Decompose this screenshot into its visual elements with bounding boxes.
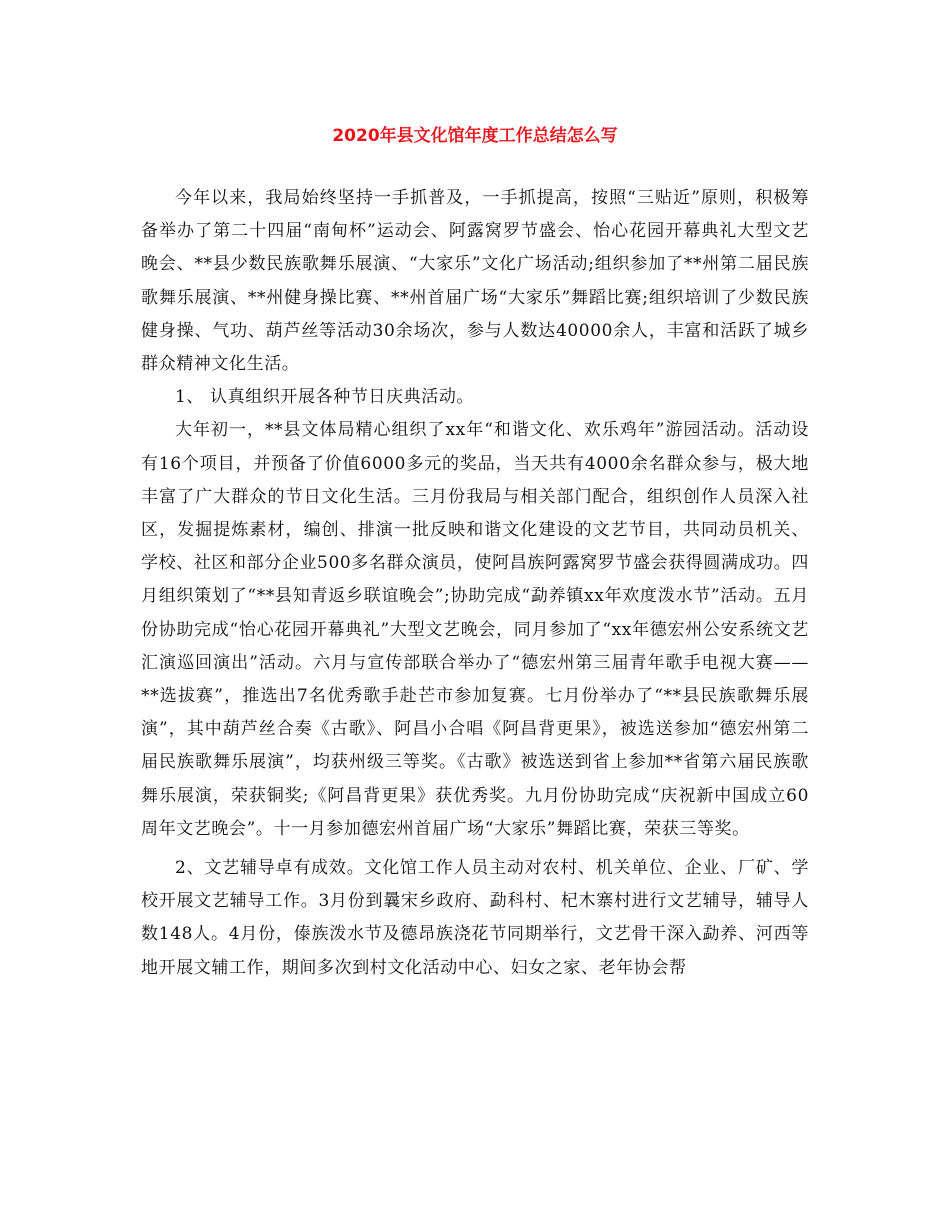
paragraph-heading-1: 1、 认真组织开展各种节日庆典活动。 — [175, 387, 475, 408]
document-title: 2020年县文化馆年度工作总结怎么写 — [332, 126, 618, 146]
paragraph-intro: 今年以来，我局始终坚持一手抓普及，一手抓提高，按照“三贴近”原则，积极筹备举办了第二十四届“南甸杯”运动会、阿露窝罗节盛会、怡心花园开幕典礼大型文艺晚会、**县少数民族歌舞乐展演、“大家乐”文化广场活动;组织参加了**州第二届民族歌舞乐展演、**州健身操比赛、**州首届广场“大家乐”舞蹈比赛;组织培训了少数民族健身操、气功、葫芦丝等活动30余场次，参与人数达40000余人，丰富和活跃了城乡群众精神文化生活。 — [141, 188, 809, 375]
document-body — [141, 182, 809, 985]
paragraph-art-guidance: 2、文艺辅导卓有成效。文化馆工作人员主动对农村、机关单位、企业、厂矿、学校开展文艺辅导工作。3月份到曩宋乡政府、勐科村、杞木寨村进行文艺辅导，辅导人数148人。4月份，傣族泼水节及德昂族浇花节同期举行，文艺骨干深入勐养、河西等地开展文辅工作，期间多次到村文化活动中心、妇女之家、老年协会帮 — [141, 858, 809, 978]
paragraph-festival-activities: 大年初一，**县文体局精心组织了xx年“和谐文化、欢乐鸡年”游园活动。活动设有16个项目，并预备了价值6000多元的奖品，当天共有4000余名群众参与，极大地丰富了广大群众的节日文化生活。三月份我局与相关部门配合，组织创作人员深入社区，发掘提炼素材，编创、排演一批反映和谐文化建设的文艺节目，共同动员机关、学校、社区和部分企业500多名群众演员，使阿昌族阿露窝罗节盛会获得圆满成功。四月组织策划了“**县知青返乡联谊晚会”;协助完成“勐养镇xx年欢度泼水节”活动。五月份协助完成“怡心花园开幕典礼”大型文艺晚会，同月参加了“xx年德宏州公安系统文艺汇演巡回演出”活动。六月与宣传部联合举办了“德宏州第三届青年歌手电视大赛——**选拔赛”，推选出7名优秀歌手赴芒市参加复赛。七月份举办了“**县民族歌舞乐展演”，其中葫芦丝合奏《古歌》、阿昌小合唱《阿昌背更果》，被选送参加“德宏州第二届民族歌舞乐展演”，均获州级三等奖。《古歌》被选送到省上参加**省第六届民族歌舞乐展演，荣获铜奖;《阿昌背更果》获优秀奖。九月份协助完成“庆祝新中国成立60周年文艺晚会”。十一月参加德宏州首届广场“大家乐”舞蹈比赛，荣获三等奖。 — [141, 420, 809, 839]
